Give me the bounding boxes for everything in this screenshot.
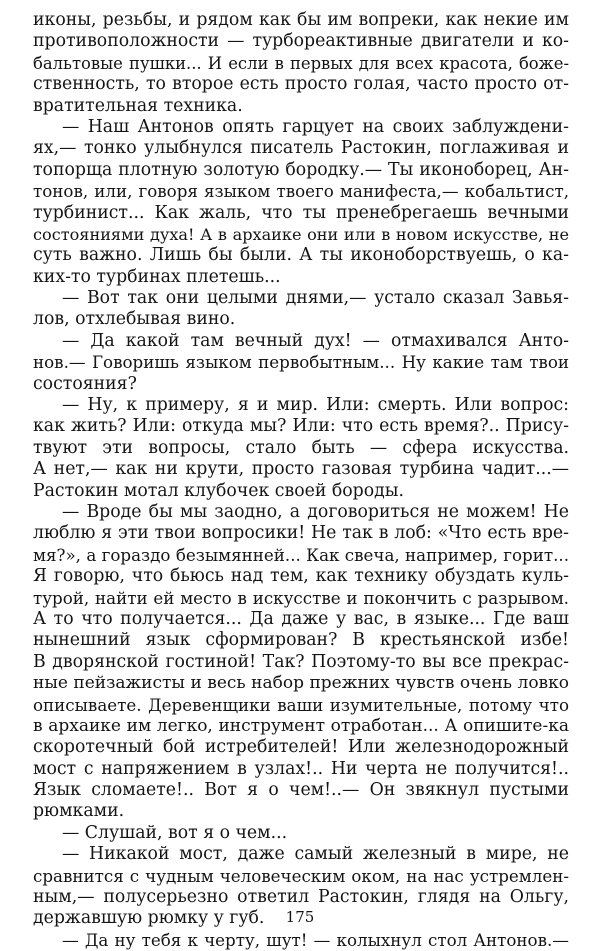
text-line: твуют эти вопросы, стало быть — сфера искусства. [33, 437, 569, 458]
text-line: рюмками. [33, 801, 125, 822]
text-line: — Вот так они целыми днями,— устало сказал Завья- [62, 288, 569, 309]
text-line: — Вроде бы мы заодно, а договориться не можем! Не [62, 501, 569, 522]
text-line: ких-то турбинах плетешь... [33, 266, 281, 287]
text-line: лов, отхлебывая вино. [33, 309, 236, 330]
text-line: А то что получается... Да даже у вас, в языке... Где ваш [33, 608, 569, 629]
text-line: — Слушай, вот я о чем... [62, 822, 288, 843]
text-line: противоположности — турбореактивные двигатели и ко- [33, 31, 569, 52]
text-line: В дворянской гостиной! Так? Поэтому-то вы все прекрас- [33, 651, 569, 672]
text-line: — Наш Антонов опять гарцует на своих заблуждени- [62, 116, 569, 137]
text-line: турбинист... Как жаль, что ты пренебрегаешь вечными [33, 202, 569, 223]
text-line: топорща плотную золотую бородку.— Ты иконоборец, Ан- [33, 159, 569, 180]
text-line: вратительная техника. [33, 95, 243, 116]
text-line: — Да какой там вечный дух! — отмахивался Анто- [62, 330, 569, 351]
text-line: нынешний язык сформирован? В крестьянской избе! [33, 630, 569, 651]
text-line: описываете. Деревенщики ваши изумительные, потому что [33, 694, 569, 715]
text-line: Язык сломаете!.. Вот я о чем!..— Он звякнул пустыми [33, 780, 569, 801]
text-line: иконы, резьбы, и рядом как бы им вопреки, как некие им [33, 10, 569, 30]
text-line: — Никакой мост, даже самый железный в мире, не [62, 844, 569, 865]
text-line: как жить? Или: откуда мы? Или: что есть время?.. Прису- [33, 416, 569, 437]
text-line: в архаике им легко, инструмент отработан... А опишите-ка [33, 715, 569, 736]
text-line: ях,— тонко улыбнулся писатель Растокин, поглаживая и [33, 138, 569, 159]
text-line: державшую рюмку у губ. [33, 908, 265, 929]
text-line: — Да ну тебя к черту, шут! — колыхнул стол Антонов.— [62, 929, 569, 950]
page-number: 175 [285, 908, 315, 926]
text-line: — Ну, к примеру, я и мир. Или: смерть. Или вопрос: [62, 395, 569, 416]
text-line: состояния? [33, 373, 137, 394]
text-line: сравнится с чудным человеческим оком, на нас устремлен- [33, 865, 569, 886]
text-line: Растокин мотал клубочек своей бороды. [33, 480, 404, 501]
text-line: ные пейзажисты и весь набор прежних чувств очень ловко [33, 673, 569, 694]
text-line: Я говорю, что бьюсь над тем, как технику обуздать куль- [33, 566, 569, 587]
text-line: скоротечный бой истребителей! Или железнодорожный [33, 737, 569, 758]
text-line: люблю я эти твои вопросики! Не так в лоб: «Что есть вре- [33, 523, 569, 544]
text-line: турой, найти ей место в искусстве и покончить с разрывом. [33, 587, 569, 608]
text-line: ным,— полусерьезно ответил Растокин, глядя на Ольгу, [33, 887, 569, 908]
text-line: А нет,— как ни крути, просто газовая турбина чадит...— [33, 459, 569, 480]
text-line: тонов, или, говоря языком твоего манифеста,— кобальтист, [33, 181, 569, 202]
text-line: бальтовые пушки... И если в первых для всех красота, боже- [33, 53, 569, 73]
text-line: мост с напряжением в узлах!.. Ни черта не получится!.. [33, 758, 569, 779]
text-line: нов.— Говоришь языком первобытным... Ну какие там твои [33, 352, 569, 373]
text-line: ственность, то второе есть просто голая, часто просто от- [33, 74, 569, 95]
text-line: состояниями духа! А в архаике они или в новом искусстве, не [33, 224, 569, 244]
text-line: мя?», а гораздо безымянней... Как свеча, например, горит... [33, 544, 569, 565]
text-line: суть важно. Лишь бы были. А ты иконоборствуешь, о ка- [33, 245, 569, 266]
